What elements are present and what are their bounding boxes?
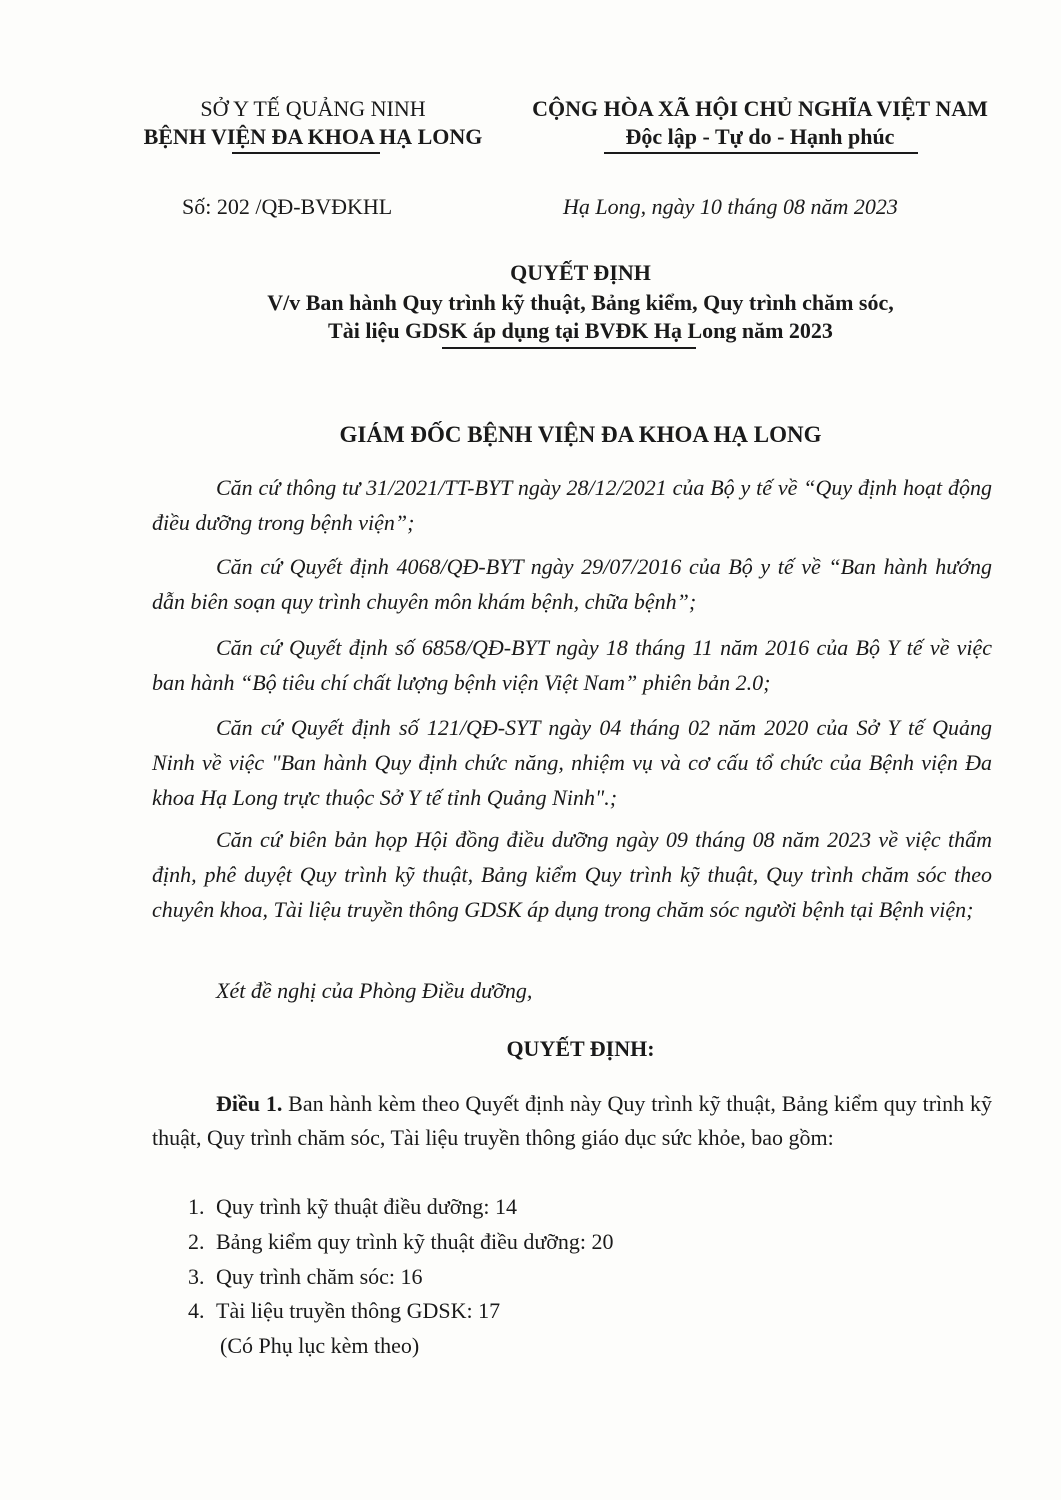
- appendix-note: (Có Phụ lục kèm theo): [220, 1333, 420, 1358]
- article-1: [152, 1087, 992, 1155]
- ground-paragraph: Căn cứ Quyết định số 121/QĐ-SYT ngày 04 tháng 02 năm 2020 của Sở Y tế Quảng Ninh về việc "Ban hành Quy định chức năng, nhiệm vụ và cơ cấu tổ chức của Bệnh viện Đa khoa Hạ Long trực thuộc Sở Y tế tỉnh Quảng Ninh".;: [152, 715, 992, 810]
- subject-line-1: V/v Ban hành Quy trình kỹ thuật, Bảng kiểm, Quy trình chăm sóc,: [267, 290, 894, 315]
- list-item: 1. Quy trình kỹ thuật điều dưỡng: 14: [188, 1194, 517, 1219]
- ministry-name: SỞ Y TẾ QUẢNG NINH: [200, 96, 426, 121]
- article-1-label: Điều 1.: [216, 1091, 283, 1116]
- article-1-text: Ban hành kèm theo Quyết định này Quy trình kỹ thuật, Bảng kiểm quy trình kỹ thuật, Quy trình chăm sóc, Tài liệu truyền thông giáo dục sức khỏe, bao gồm:: [152, 1091, 992, 1150]
- issuing-authority: GIÁM ĐỐC BỆNH VIỆN ĐA KHOA HẠ LONG: [339, 422, 822, 447]
- ground-paragraph: Căn cứ Quyết định 4068/QĐ-BYT ngày 29/07/2016 của Bộ y tế về “Ban hành hướng dẫn biên soạn quy trình chuyên môn khám bệnh, chữa bệnh”;: [152, 554, 992, 614]
- list-item: 2. Bảng kiểm quy trình kỹ thuật điều dưỡng: 20: [188, 1229, 614, 1254]
- ground-paragraph: Căn cứ thông tư 31/2021/TT-BYT ngày 28/12/2021 của Bộ y tế về “Quy định hoạt động điều dưỡng trong bệnh viện”;: [152, 475, 992, 535]
- place-and-date: Hạ Long, ngày 10 tháng 08 năm 2023: [563, 194, 898, 219]
- list-item: 3. Quy trình chăm sóc: 16: [188, 1264, 423, 1289]
- country-name: CỘNG HÒA XÃ HỘI CHỦ NGHĨA VIỆT NAM: [532, 96, 988, 121]
- hospital-name: BỆNH VIỆN ĐA KHOA HẠ LONG: [143, 124, 483, 149]
- ground-paragraph: Căn cứ Quyết định số 6858/QĐ-BYT ngày 18 tháng 11 năm 2016 của Bộ Y tế về việc ban hành “Bộ tiêu chí chất lượng bệnh viện Việt Nam” phiên bản 2.0;: [152, 635, 992, 695]
- motto-underline: [604, 152, 918, 154]
- ground-paragraph: Căn cứ biên bản họp Hội đồng điều dưỡng ngày 09 tháng 08 năm 2023 về việc thẩm định, phê duyệt Quy trình kỹ thuật, Bảng kiểm Quy trình kỹ thuật, Quy trình chăm sóc theo chuyên khoa, Tài liệu truyền thông GDSK áp dụng trong chăm sóc người bệnh tại Bệnh viện;: [152, 827, 992, 922]
- subject-line-2: Tài liệu GDSK áp dụng tại BVĐK Hạ Long năm 2023: [328, 318, 833, 343]
- document-title: QUYẾT ĐỊNH: [510, 260, 651, 285]
- document-number: Số: 202 /QĐ-BVĐKHL: [182, 194, 393, 219]
- list-item: 4. Tài liệu truyền thông GDSK: 17: [188, 1298, 501, 1323]
- proposal-line: Xét đề nghị của Phòng Điều dưỡng,: [216, 978, 533, 1003]
- subject-underline: [442, 347, 696, 349]
- decision-heading: QUYẾT ĐỊNH:: [506, 1036, 655, 1061]
- hospital-name-underline: [232, 152, 380, 154]
- national-motto: Độc lập - Tự do - Hạnh phúc: [625, 124, 895, 149]
